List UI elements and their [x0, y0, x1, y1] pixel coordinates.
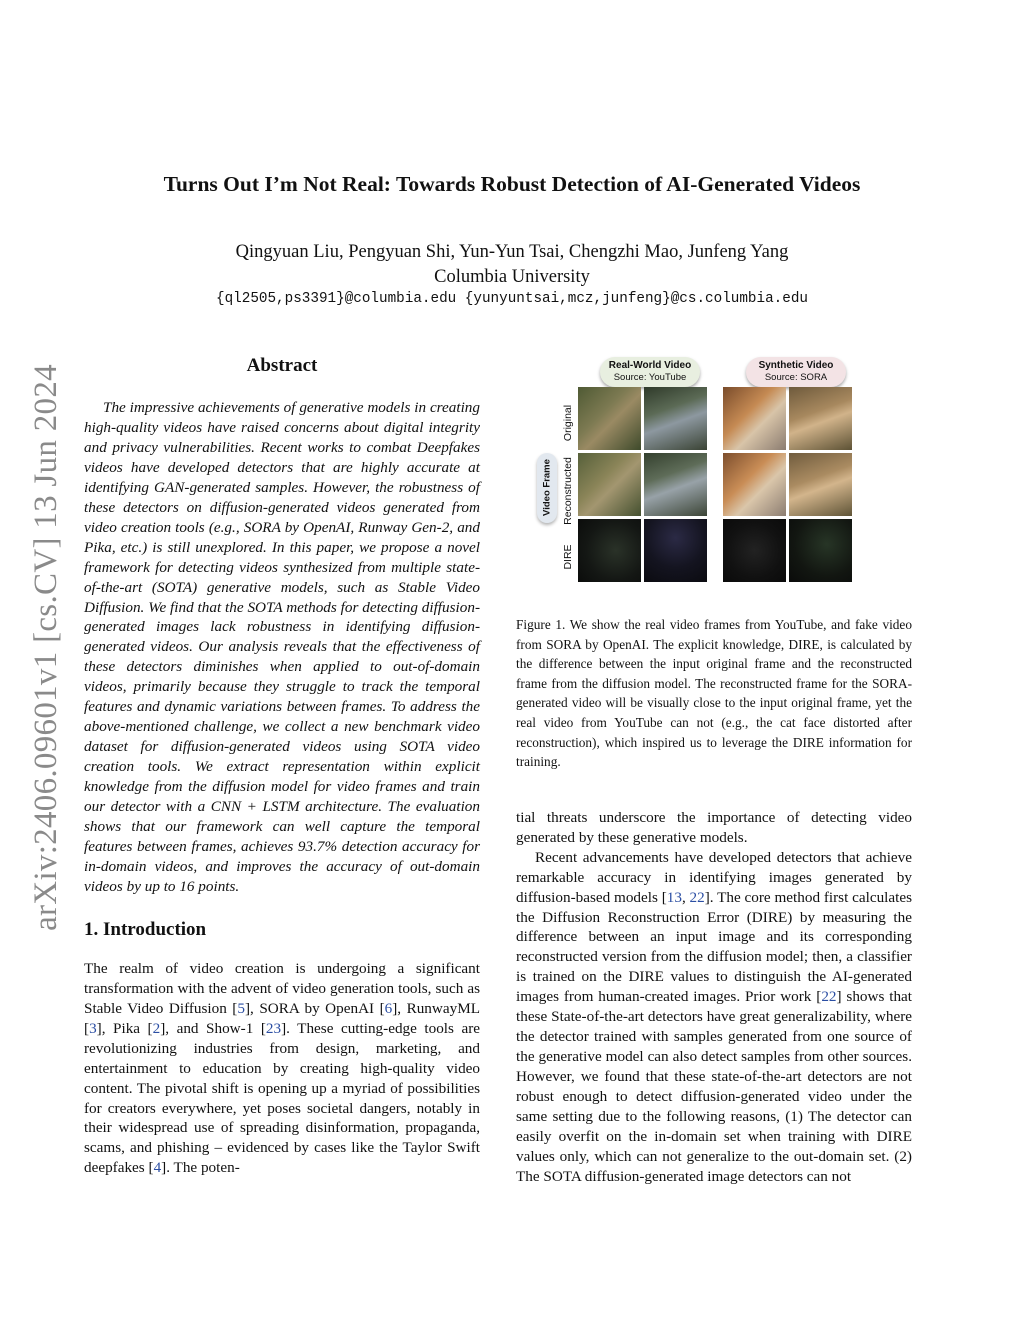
- paper-title: Turns Out I’m Not Real: Towards Robust Detection of AI-Generated Videos: [163, 172, 861, 196]
- citation-link[interactable]: 4: [153, 1159, 162, 1177]
- synthetic-original-frame-2: [789, 387, 852, 450]
- citation-link[interactable]: 6: [384, 999, 393, 1017]
- row-label-original: Original: [562, 404, 574, 442]
- abstract-heading: Abstract: [246, 355, 318, 376]
- citation-link[interactable]: 3: [89, 1019, 97, 1037]
- real-video-label: Real-World Video Source: YouTube: [600, 357, 700, 387]
- synthetic-original-frame-1: [723, 387, 786, 450]
- synthetic-video-label: Synthetic Video Source: SORA: [746, 357, 846, 387]
- real-dire-frame-1: [578, 519, 641, 582]
- introduction-heading: 1. Introduction: [84, 918, 207, 940]
- figure-1: [516, 355, 912, 595]
- real-original-frame-2: [644, 387, 707, 450]
- real-reconstructed-frame-1: [578, 453, 641, 516]
- citation-link[interactable]: 5: [237, 999, 245, 1017]
- citation-link[interactable]: 23: [265, 1019, 282, 1037]
- citation-link[interactable]: 22: [821, 988, 837, 1006]
- right-column: [516, 355, 912, 1187]
- author-block: [60, 240, 964, 290]
- video-frame-label: Video Frame: [541, 459, 553, 516]
- citation-link[interactable]: 22: [689, 888, 705, 906]
- synthetic-dire-frame-1: [723, 519, 786, 582]
- intro-continuation: [516, 808, 912, 1187]
- author-list: Qingyuan Liu, Pengyuan Shi, Yun-Yun Tsai, Chengzhi Mao, Junfeng Yang: [235, 242, 789, 262]
- arxiv-id: arXiv:2406.09601v1 [cs.CV] 13 Jun 2024: [27, 364, 64, 931]
- citation-link[interactable]: 13: [666, 888, 682, 906]
- figure-1-caption: Figure 1. We show the real video frames from YouTube, and fake video from SORA by OpenAI. The explicit knowledge, DIRE, is calculated by the difference between the input original frame and the reconstructed frame from the diffusion model. The reconstructed frame for the SORA-generated video will be visually close to the input original frame, yet the real video from YouTube can not (e.g., the cat face distorted after reconstruction), which inspired us to leverage the DIRE information for training.: [516, 617, 912, 770]
- synthetic-dire-frame-2: [789, 519, 852, 582]
- intro-paragraph-1: The realm of video creation is undergoing a significant transformation with the advent of video generation tools, such as Stable Video Diffusion [5], SORA by OpenAI [6], RunwayML [3], Pika [2], and Show-1 [23]. These cutting-edge tools are revolutionizing industries from design, marketing, and entertainment to education by creating high-quality video content. The pivotal shift is opening up a myriad of possibilities for creators everywhere, yet poses societal dangers, notably in their widespread use of spreading disinformation, propaganda, scams, and phishing – evidenced by cases like the Taylor Swift deepfakes [4]. The poten-: [84, 959, 481, 1177]
- arxiv-side-stamp: [26, 355, 66, 940]
- author-emails: {ql2505,ps3391}@columbia.edu {yunyuntsai,mcz,junfeng}@cs.columbia.edu: [216, 291, 808, 307]
- row-label-dire: DIRE: [562, 544, 574, 570]
- row-label-reconstructed: Reconstructed: [562, 457, 574, 525]
- citation-link[interactable]: 2: [152, 1019, 161, 1037]
- real-original-frame-1: [578, 387, 641, 450]
- real-reconstructed-frame-2: [644, 453, 707, 516]
- abstract-text: The impressive achievements of generative models in creating high-quality videos have raised concerns about digital integrity and privacy vulnerabilities. Recent works to combat Deepfakes videos have developed detectors that are highly accurate at identifying GAN-generated samples. However, the robustness of these detectors on diffusion-generated videos generated from video creation tools (e.g., SORA by OpenAI, Runway Gen-2, and Pika, etc.) is still unexplored. In this paper, we propose a novel framework for detecting videos synthesized from multiple state-of-the-art (SOTA) generative models, such as Stable Video Diffusion. We find that the SOTA methods for detecting diffusion-generated images lack robustness in identifying diffusion-generated videos. Our analysis reveals that the effectiveness of these detectors diminishes when applied to out-of-domain videos, primarily because they struggle to track the temporal features and dynamic variations between frames. To address the above-mentioned challenge, we collect a new benchmark video dataset for diffusion-generated videos using SOTA video creation tools. We extract representation within explicit knowledge from the diffusion model for video frames and train our detector with a CNN + LSTM architecture. The evaluation shows that our framework can well capture the temporal features between frames, achieves 93.7% detection accuracy for in-domain videos, and improves the accuracy of out-domain videos by up to 16 points.: [84, 399, 480, 895]
- affiliation: Columbia University: [434, 267, 590, 287]
- left-column: [84, 352, 480, 1178]
- synthetic-reconstructed-frame-2: [789, 453, 852, 516]
- intro-paragraph-2: Recent advancements have developed detectors that achieve remarkable accuracy in identifying images generated by diffusion-based models [13, 22]. The core method first calculates the Diffusion Reconstruction Error (DIRE) by measuring the difference between an input image and its corresponding reconstructed version from the diffusion model; then, a classifier is trained on the DIRE values to distinguish the AI-generated images from human-created images. Prior work [22] shows that these State-of-the-art detectors have great generalizability, where the detector trained with samples generated from one source of the generative model can also detect samples from other sources. However, we found that these state-of-the-art detectors are not robust enough to detect diffusion-generated video under the same setting due to the following reasons, (1) The detector can easily overfit on the in-domain set when training with DIRE values only, which can not generalize to the out-domain set. (2) The SOTA diffusion-generated image detectors can not: [516, 848, 912, 1185]
- real-dire-frame-2: [644, 519, 707, 582]
- intro-paragraph-1-continued: tial threats underscore the importance of detecting video generated by these generative models.: [516, 808, 912, 846]
- synthetic-reconstructed-frame-1: [723, 453, 786, 516]
